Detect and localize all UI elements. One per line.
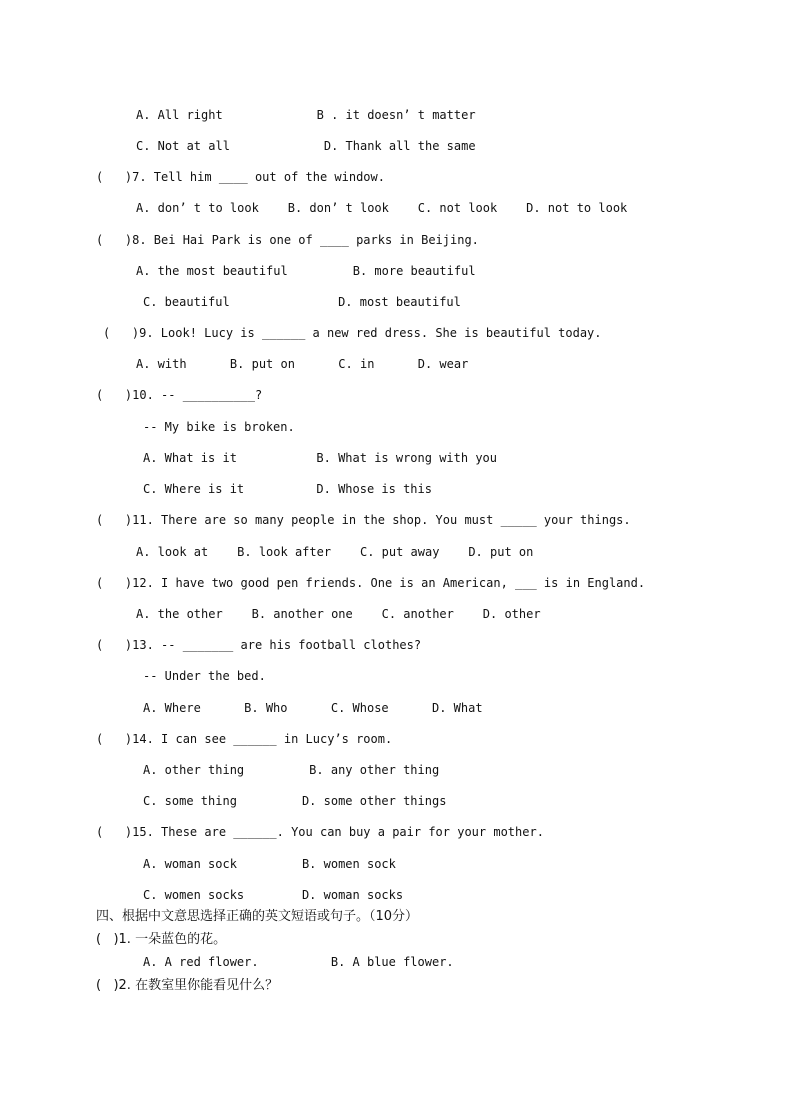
q15-options-line-1: A. woman sock B. women sock bbox=[143, 857, 396, 871]
q6-options-line-1: A. All right B . it doesn’ t matter bbox=[136, 108, 476, 122]
q11-options: A. look at B. look after C. put away D. put on bbox=[136, 545, 534, 559]
question-15: ( )15. These are ______. You can buy a pair for your mother. bbox=[96, 825, 544, 839]
s4-q1-options: A. A red flower. B. A blue flower. bbox=[143, 955, 454, 969]
question-10: ( )10. -- __________? bbox=[96, 388, 263, 402]
q6-options-line-2: C. Not at all D. Thank all the same bbox=[136, 139, 476, 153]
q7-options: A. don’ t to look B. don’ t look C. not look D. not to look bbox=[136, 201, 628, 215]
q9-options: A. with B. put on C. in D. wear bbox=[136, 357, 469, 371]
question-8: ( )8. Bei Hai Park is one of ____ parks in Beijing. bbox=[96, 233, 479, 247]
q13-options: A. Where B. Who C. Whose D. What bbox=[143, 701, 483, 715]
q14-options-line-1: A. other thing B. any other thing bbox=[143, 763, 440, 777]
q10-options-line-1: A. What is it B. What is wrong with you bbox=[143, 451, 498, 465]
q8-options-line-1: A. the most beautiful B. more beautiful bbox=[136, 264, 476, 278]
section-4-question-1: ( )1. 一朵蓝色的花。 bbox=[96, 932, 227, 947]
section-4-heading: 四、根据中文意思选择正确的英文短语或句子。（10分） bbox=[96, 909, 419, 924]
question-13: ( )13. -- _______ are his football clothes? bbox=[96, 638, 422, 652]
question-12: ( )12. I have two good pen friends. One is an American, ___ is in England. bbox=[96, 576, 646, 590]
question-11: ( )11. There are so many people in the shop. You must _____ your things. bbox=[96, 513, 631, 527]
q8-options-line-2: C. beautiful D. most beautiful bbox=[143, 295, 461, 309]
question-7: ( )7. Tell him ____ out of the window. bbox=[96, 170, 385, 184]
q14-options-line-2: C. some thing D. some other things bbox=[143, 794, 447, 808]
q10-options-line-2: C. Where is it D. Whose is this bbox=[143, 482, 432, 496]
q15-options-line-2: C. women socks D. woman socks bbox=[143, 888, 404, 902]
question-9: ( )9. Look! Lucy is ______ a new red dress. She is beautiful today. bbox=[103, 326, 602, 340]
q12-options: A. the other B. another one C. another D. other bbox=[136, 607, 541, 621]
q13-answer-line: -- Under the bed. bbox=[143, 669, 266, 683]
question-14: ( )14. I can see ______ in Lucy’s room. bbox=[96, 732, 393, 746]
section-4-question-2: ( )2. 在教室里你能看见什么？ bbox=[96, 978, 279, 993]
q10-answer-line: -- My bike is broken. bbox=[143, 420, 295, 434]
